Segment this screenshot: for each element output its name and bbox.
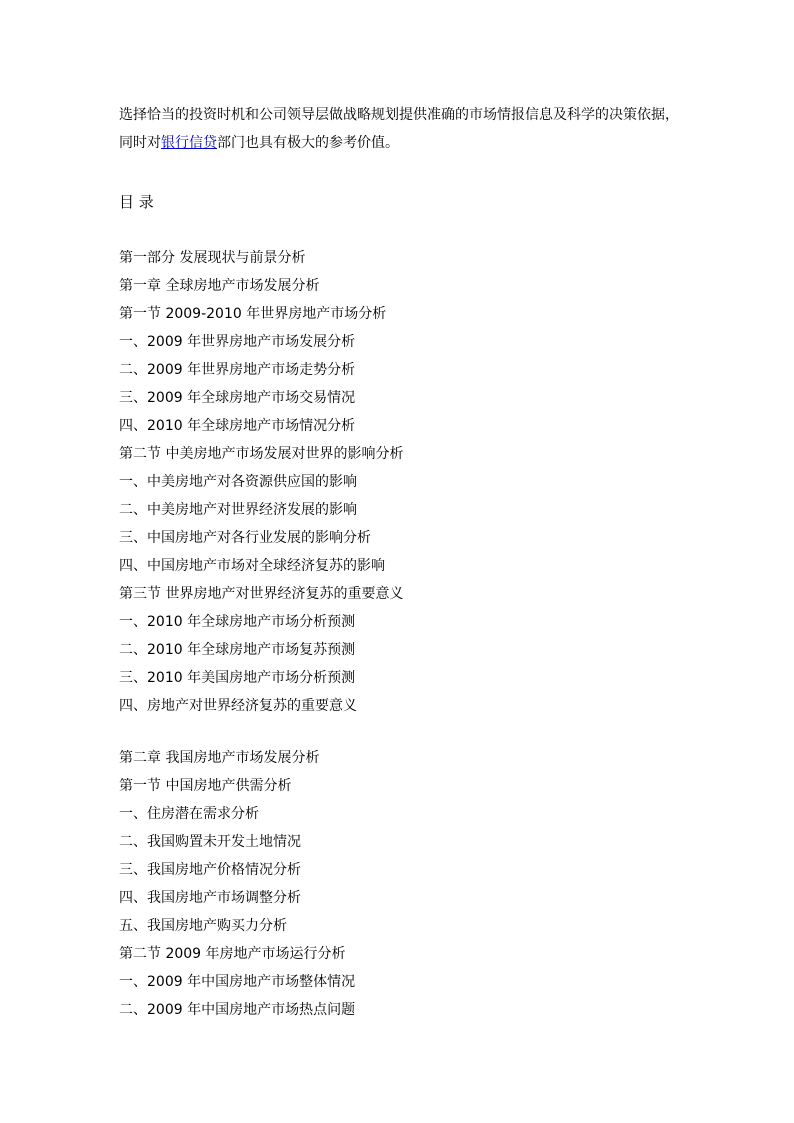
toc-item: 三、2009 年全球房地产市场交易情况 [119, 390, 356, 406]
toc-item: 一、2009 年世界房地产市场发展分析 [119, 334, 356, 350]
table-of-contents [119, 244, 719, 1024]
toc-item: 一、2010 年全球房地产市场分析预测 [119, 614, 356, 630]
toc-item: 三、中国房地产对各行业发展的影响分析 [119, 530, 371, 546]
toc-section-2 [119, 744, 719, 1024]
toc-item: 四、中国房地产市场对全球经济复苏的影响 [119, 558, 385, 574]
toc-item: 第一章 全球房地产市场发展分析 [119, 278, 320, 294]
intro-text-1: 选择恰当的投资时机和公司领导层做战略规划提供准确的市场情报信息及科学的决策依据， [119, 107, 679, 123]
toc-item: 二、2009 年世界房地产市场走势分析 [119, 362, 356, 378]
toc-item: 一、住房潜在需求分析 [119, 806, 259, 822]
toc-item: 三、2010 年美国房地产市场分析预测 [119, 670, 356, 686]
toc-item: 第二节 2009 年房地产市场运行分析 [119, 946, 346, 962]
toc-item: 第一节 2009-2010 年世界房地产市场分析 [119, 306, 387, 322]
bank-credit-link[interactable]: 银行信贷 [161, 135, 217, 151]
intro-text-2-prefix: 同时对 [119, 135, 161, 151]
toc-item: 四、我国房地产市场调整分析 [119, 890, 301, 906]
toc-item: 四、房地产对世界经济复苏的重要意义 [119, 698, 357, 714]
toc-item: 四、2010 年全球房地产市场情况分析 [119, 418, 356, 434]
toc-item: 二、中美房地产对世界经济发展的影响 [119, 502, 357, 518]
toc-section-1 [119, 244, 719, 720]
intro-line-2 [119, 132, 719, 160]
toc-item: 二、2010 年全球房地产市场复苏预测 [119, 642, 356, 658]
toc-item: 五、我国房地产购买力分析 [119, 918, 287, 934]
toc-item: 三、我国房地产价格情况分析 [119, 862, 301, 878]
toc-title: 目 录 [119, 193, 154, 211]
toc-spacer [119, 720, 719, 744]
toc-item: 一、2009 年中国房地产市场整体情况 [119, 974, 356, 990]
toc-item: 第一节 中国房地产供需分析 [119, 778, 292, 794]
intro-line-1 [119, 104, 719, 132]
document-content [119, 104, 719, 1024]
toc-item: 第二节 中美房地产市场发展对世界的影响分析 [119, 446, 404, 462]
toc-item: 第三节 世界房地产对世界经济复苏的重要意义 [119, 586, 404, 602]
toc-item: 第一部分 发展现状与前景分析 [119, 250, 306, 266]
toc-item: 一、中美房地产对各资源供应国的影响 [119, 474, 357, 490]
toc-item: 第二章 我国房地产市场发展分析 [119, 750, 320, 766]
intro-text-2-suffix: 部门也具有极大的参考价值。 [217, 135, 399, 151]
toc-item: 二、2009 年中国房地产市场热点问题 [119, 1002, 356, 1018]
toc-item: 二、我国购置未开发土地情况 [119, 834, 301, 850]
